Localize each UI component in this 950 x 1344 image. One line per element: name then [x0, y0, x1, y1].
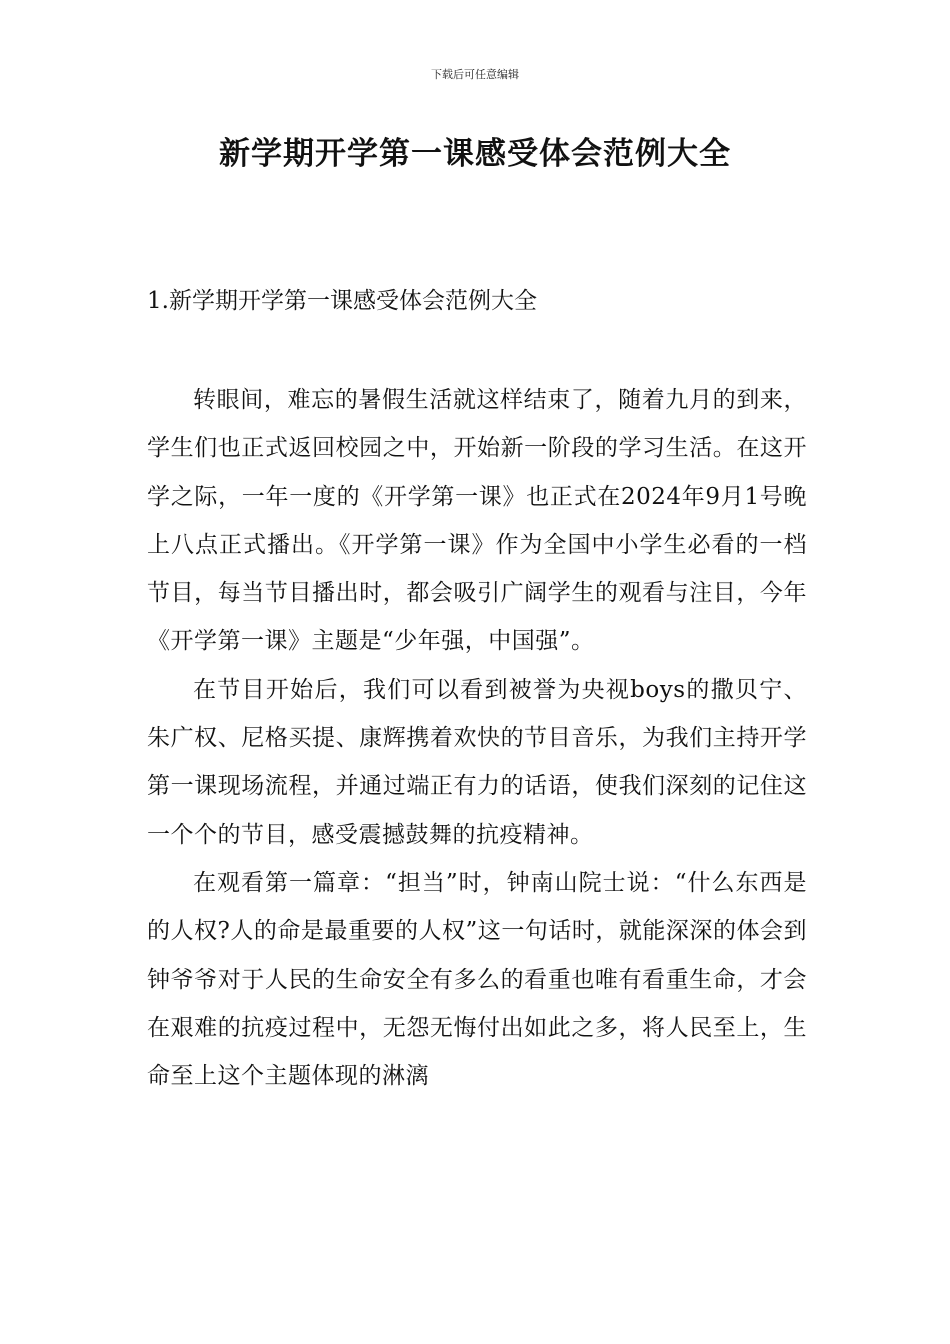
document-title: 新学期开学第一课感受体会范例大全: [219, 136, 731, 172]
paragraph: 在节目开始后，我们可以看到被誉为央视boys的撒贝宁、朱广权、尼格买提、康辉携着欢快的节目音乐，为我们主持开学第一课现场流程，并通过端正有力的话语，使我们深刻的记住这一个个的节目，感受震撼鼓舞的抗疫精神。: [147, 676, 807, 848]
paragraph: 在观看第一篇章：“担当”时，钟南山院士说：“什么东西是的人权?人的命是最重要的人权”这一句话时，就能深深的体会到钟爷爷对于人民的生命安全有多么的看重也唯有看重生命，才会在艰难的抗疫过程中，无怨无悔付出如此之多，将人民至上，生命至上这个主题体现的淋漓: [147, 869, 807, 1090]
header-note: 下载后可任意编辑: [431, 68, 519, 81]
paragraph: 转眼间，难忘的暑假生活就这样结束了，随着九月的到来，学生们也正式返回校园之中，开始新一阶段的学习生活。在这开学之际，一年一度的《开学第一课》也正式在2024年9月1号晚上八点正式播出。《开学第一课》作为全国中小学生必看的一档节目，每当节目播出时，都会吸引广阔学生的观看与注目，今年《开学第一课》主题是“少年强，中国强”。: [147, 387, 807, 655]
section-heading: 1.新学期开学第一课感受体会范例大全: [147, 288, 537, 314]
body-text: [147, 376, 807, 1100]
